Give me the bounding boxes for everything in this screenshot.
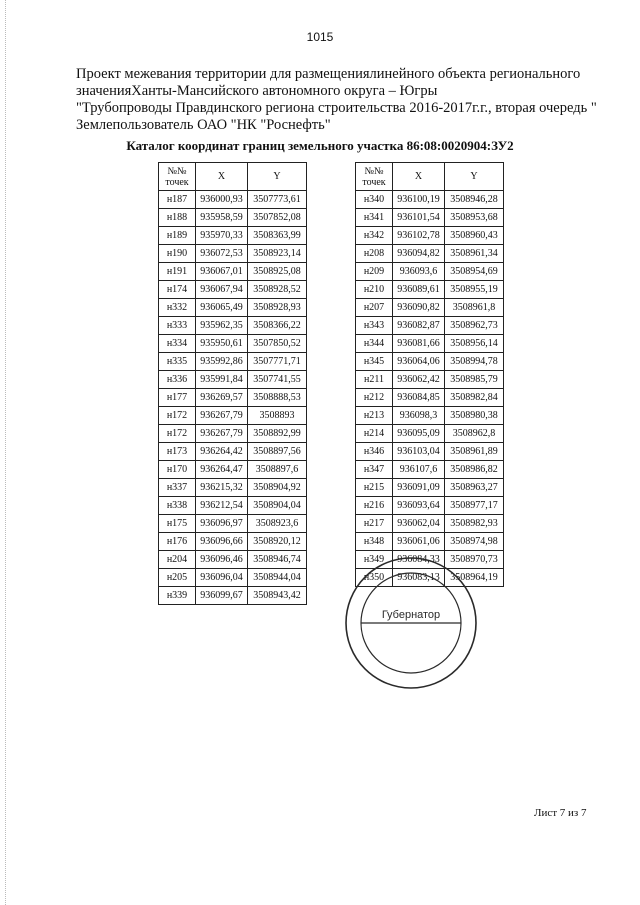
cell-point-number: н188 xyxy=(159,209,196,227)
cell-point-number: н172 xyxy=(159,425,196,443)
seal-center-text: Губернатор xyxy=(381,609,441,621)
header-point-line2: точек xyxy=(165,176,189,188)
table-row xyxy=(159,533,307,551)
cell-y: 3508904,04 xyxy=(248,497,307,515)
table-row xyxy=(356,227,504,245)
table-row xyxy=(159,281,307,299)
cell-point-number: н211 xyxy=(356,371,393,389)
cell-x: 936064,06 xyxy=(393,353,445,371)
cell-y: 3508962,73 xyxy=(445,317,504,335)
cell-x: 936267,79 xyxy=(196,425,248,443)
cell-x: 936267,79 xyxy=(196,407,248,425)
document-header xyxy=(76,66,616,134)
cell-y: 3508980,38 xyxy=(445,407,504,425)
cell-x: 936101,54 xyxy=(393,209,445,227)
cell-y: 3508944,04 xyxy=(248,569,307,587)
table-row xyxy=(356,209,504,227)
cell-x: 936103,04 xyxy=(393,443,445,461)
cell-x: 936090,82 xyxy=(393,299,445,317)
cell-x: 936083,13 xyxy=(393,569,445,587)
cell-point-number: н209 xyxy=(356,263,393,281)
cell-y: 3508970,73 xyxy=(445,551,504,569)
cell-y: 3507771,71 xyxy=(248,353,307,371)
cell-point-number: н215 xyxy=(356,479,393,497)
table-row xyxy=(356,371,504,389)
table-row xyxy=(159,587,307,605)
cell-y: 3508985,79 xyxy=(445,371,504,389)
table-row xyxy=(159,461,307,479)
coordinates-table-left xyxy=(158,162,307,605)
cell-y: 3508960,43 xyxy=(445,227,504,245)
cell-x: 936102,78 xyxy=(393,227,445,245)
cell-point-number: н175 xyxy=(159,515,196,533)
cell-x: 936089,61 xyxy=(393,281,445,299)
cell-point-number: н348 xyxy=(356,533,393,551)
cell-point-number: н345 xyxy=(356,353,393,371)
cell-x: 936062,04 xyxy=(393,515,445,533)
cell-point-number: н213 xyxy=(356,407,393,425)
cell-x: 936065,49 xyxy=(196,299,248,317)
page-number: 1015 xyxy=(306,30,334,44)
cell-point-number: н332 xyxy=(159,299,196,317)
cell-x: 936096,66 xyxy=(196,533,248,551)
cell-point-number: н340 xyxy=(356,191,393,209)
cell-y: 3508986,82 xyxy=(445,461,504,479)
cell-x: 936098,3 xyxy=(393,407,445,425)
cell-y: 3508962,8 xyxy=(445,425,504,443)
cell-y: 3508923,6 xyxy=(248,515,307,533)
cell-y: 3507850,52 xyxy=(248,335,307,353)
cell-y: 3508994,78 xyxy=(445,353,504,371)
cell-x: 936264,42 xyxy=(196,443,248,461)
cell-x: 936084,85 xyxy=(393,389,445,407)
table-row xyxy=(356,497,504,515)
cell-y: 3508961,8 xyxy=(445,299,504,317)
cell-point-number: н208 xyxy=(356,245,393,263)
header-line-2: значенияХанты-Мансийского автономного округа – Югры xyxy=(76,83,438,99)
table-row xyxy=(356,425,504,443)
cell-x: 936100,19 xyxy=(393,191,445,209)
header-point-line1: №№ xyxy=(364,165,384,177)
cell-y: 3507852,08 xyxy=(248,209,307,227)
header-x: X xyxy=(196,163,248,191)
cell-point-number: н207 xyxy=(356,299,393,317)
cell-x: 936062,42 xyxy=(393,371,445,389)
cell-y: 3507741,55 xyxy=(248,371,307,389)
cell-point-number: н187 xyxy=(159,191,196,209)
cell-y: 3508982,93 xyxy=(445,515,504,533)
table-row xyxy=(356,263,504,281)
cell-point-number: н349 xyxy=(356,551,393,569)
table-row xyxy=(356,533,504,551)
header-point-line2: точек xyxy=(362,176,386,188)
cell-x: 936107,6 xyxy=(393,461,445,479)
cell-x: 935970,33 xyxy=(196,227,248,245)
cell-point-number: н339 xyxy=(159,587,196,605)
header-x: X xyxy=(393,163,445,191)
table-row xyxy=(159,443,307,461)
cell-point-number: н338 xyxy=(159,497,196,515)
cell-y: 3508953,68 xyxy=(445,209,504,227)
cell-x: 935991,84 xyxy=(196,371,248,389)
table-row xyxy=(356,443,504,461)
cell-point-number: н173 xyxy=(159,443,196,461)
cell-y: 3508923,14 xyxy=(248,245,307,263)
cell-y: 3508961,89 xyxy=(445,443,504,461)
table-row xyxy=(159,497,307,515)
cell-point-number: н172 xyxy=(159,407,196,425)
coordinates-table-right xyxy=(355,162,504,587)
cell-y: 3508897,56 xyxy=(248,443,307,461)
cell-y: 3508963,27 xyxy=(445,479,504,497)
cell-x: 936081,66 xyxy=(393,335,445,353)
table-row xyxy=(159,299,307,317)
cell-x: 936072,53 xyxy=(196,245,248,263)
cell-y: 3508892,99 xyxy=(248,425,307,443)
cell-x: 936099,67 xyxy=(196,587,248,605)
cell-y: 3508366,22 xyxy=(248,317,307,335)
cell-x: 936067,01 xyxy=(196,263,248,281)
table-row xyxy=(159,569,307,587)
cell-x: 936000,93 xyxy=(196,191,248,209)
cell-point-number: н190 xyxy=(159,245,196,263)
cell-point-number: н210 xyxy=(356,281,393,299)
cell-y: 3508897,6 xyxy=(248,461,307,479)
cell-x: 935992,86 xyxy=(196,353,248,371)
table-row xyxy=(356,461,504,479)
cell-x: 936096,97 xyxy=(196,515,248,533)
cell-x: 936093,6 xyxy=(393,263,445,281)
table-row xyxy=(159,371,307,389)
cell-y: 3508943,42 xyxy=(248,587,307,605)
cell-x: 936269,57 xyxy=(196,389,248,407)
cell-y: 3508955,19 xyxy=(445,281,504,299)
cell-point-number: н176 xyxy=(159,533,196,551)
cell-point-number: н335 xyxy=(159,353,196,371)
cell-y: 3508956,14 xyxy=(445,335,504,353)
table-row xyxy=(159,479,307,497)
table-row xyxy=(159,335,307,353)
cell-y: 3508954,69 xyxy=(445,263,504,281)
cell-y: 3507773,61 xyxy=(248,191,307,209)
cell-point-number: н170 xyxy=(159,461,196,479)
cell-x: 936094,82 xyxy=(393,245,445,263)
official-seal xyxy=(343,555,479,691)
cell-point-number: н204 xyxy=(159,551,196,569)
cell-point-number: н344 xyxy=(356,335,393,353)
cell-point-number: н189 xyxy=(159,227,196,245)
cell-x: 935958,59 xyxy=(196,209,248,227)
cell-x: 936215,32 xyxy=(196,479,248,497)
cell-point-number: н334 xyxy=(159,335,196,353)
table-row xyxy=(356,299,504,317)
cell-x: 935950,61 xyxy=(196,335,248,353)
cell-x: 936082,87 xyxy=(393,317,445,335)
table-row xyxy=(356,335,504,353)
table-header-row xyxy=(356,163,504,191)
table-row xyxy=(356,389,504,407)
cell-point-number: н333 xyxy=(159,317,196,335)
cell-y: 3508920,12 xyxy=(248,533,307,551)
table-header-row xyxy=(159,163,307,191)
cell-y: 3508888,53 xyxy=(248,389,307,407)
cell-x: 936067,94 xyxy=(196,281,248,299)
cell-point-number: н337 xyxy=(159,479,196,497)
cell-x: 936084,33 xyxy=(393,551,445,569)
binding-margin-line xyxy=(5,0,7,905)
cell-x: 936095,09 xyxy=(393,425,445,443)
cell-point-number: н191 xyxy=(159,263,196,281)
sheet-number: Лист 7 из 7 xyxy=(534,807,587,819)
cell-x: 935962,35 xyxy=(196,317,248,335)
cell-y: 3508925,08 xyxy=(248,263,307,281)
cell-y: 3508928,52 xyxy=(248,281,307,299)
table-row xyxy=(356,191,504,209)
cell-point-number: н177 xyxy=(159,389,196,407)
cell-point-number: н212 xyxy=(356,389,393,407)
table-row xyxy=(159,551,307,569)
cell-y: 3508928,93 xyxy=(248,299,307,317)
table-row xyxy=(159,389,307,407)
table-row xyxy=(159,317,307,335)
cell-point-number: н343 xyxy=(356,317,393,335)
header-line-1: Проект межевания территории для размещениялинейного объекта регионального xyxy=(76,66,581,82)
table-row xyxy=(159,353,307,371)
table-row xyxy=(356,245,504,263)
table-row xyxy=(356,353,504,371)
cell-y: 3508946,28 xyxy=(445,191,504,209)
cell-point-number: н214 xyxy=(356,425,393,443)
header-point-number xyxy=(159,163,196,191)
cell-x: 936093,64 xyxy=(393,497,445,515)
cell-x: 936096,46 xyxy=(196,551,248,569)
cell-point-number: н174 xyxy=(159,281,196,299)
catalog-title: Каталог координат границ земельного участка 86:08:0020904:ЗУ2 xyxy=(126,138,514,153)
cell-x: 936212,54 xyxy=(196,497,248,515)
header-point-line1: №№ xyxy=(167,165,187,177)
table-row xyxy=(159,263,307,281)
header-line-4: Землепользователь ОАО "НК "Роснефть" xyxy=(76,117,331,133)
table-row xyxy=(159,245,307,263)
table-row xyxy=(356,407,504,425)
table-row xyxy=(159,191,307,209)
cell-point-number: н346 xyxy=(356,443,393,461)
cell-y: 3508946,74 xyxy=(248,551,307,569)
cell-x: 936061,06 xyxy=(393,533,445,551)
header-point-number xyxy=(356,163,393,191)
cell-point-number: н341 xyxy=(356,209,393,227)
table-row xyxy=(356,479,504,497)
header-y: Y xyxy=(248,163,307,191)
table-row xyxy=(356,515,504,533)
table-row xyxy=(356,281,504,299)
cell-point-number: н216 xyxy=(356,497,393,515)
cell-y: 3508961,34 xyxy=(445,245,504,263)
header-y: Y xyxy=(445,163,504,191)
table-row xyxy=(159,515,307,533)
cell-x: 936264,47 xyxy=(196,461,248,479)
table-row xyxy=(159,407,307,425)
table-row xyxy=(159,209,307,227)
table-row xyxy=(159,425,307,443)
cell-y: 3508982,84 xyxy=(445,389,504,407)
cell-y: 3508904,92 xyxy=(248,479,307,497)
cell-point-number: н350 xyxy=(356,569,393,587)
cell-point-number: н336 xyxy=(159,371,196,389)
cell-y: 3508363,99 xyxy=(248,227,307,245)
cell-y: 3508964,19 xyxy=(445,569,504,587)
table-row xyxy=(356,317,504,335)
cell-y: 3508974,98 xyxy=(445,533,504,551)
cell-point-number: н347 xyxy=(356,461,393,479)
cell-y: 3508893 xyxy=(248,407,307,425)
cell-point-number: н342 xyxy=(356,227,393,245)
cell-point-number: н217 xyxy=(356,515,393,533)
header-line-3: "Трубопроводы Правдинского региона строительства 2016-2017г.г., вторая очередь " xyxy=(76,100,597,116)
cell-x: 936091,09 xyxy=(393,479,445,497)
table-row xyxy=(159,227,307,245)
cell-x: 936096,04 xyxy=(196,569,248,587)
cell-point-number: н205 xyxy=(159,569,196,587)
cell-y: 3508977,17 xyxy=(445,497,504,515)
